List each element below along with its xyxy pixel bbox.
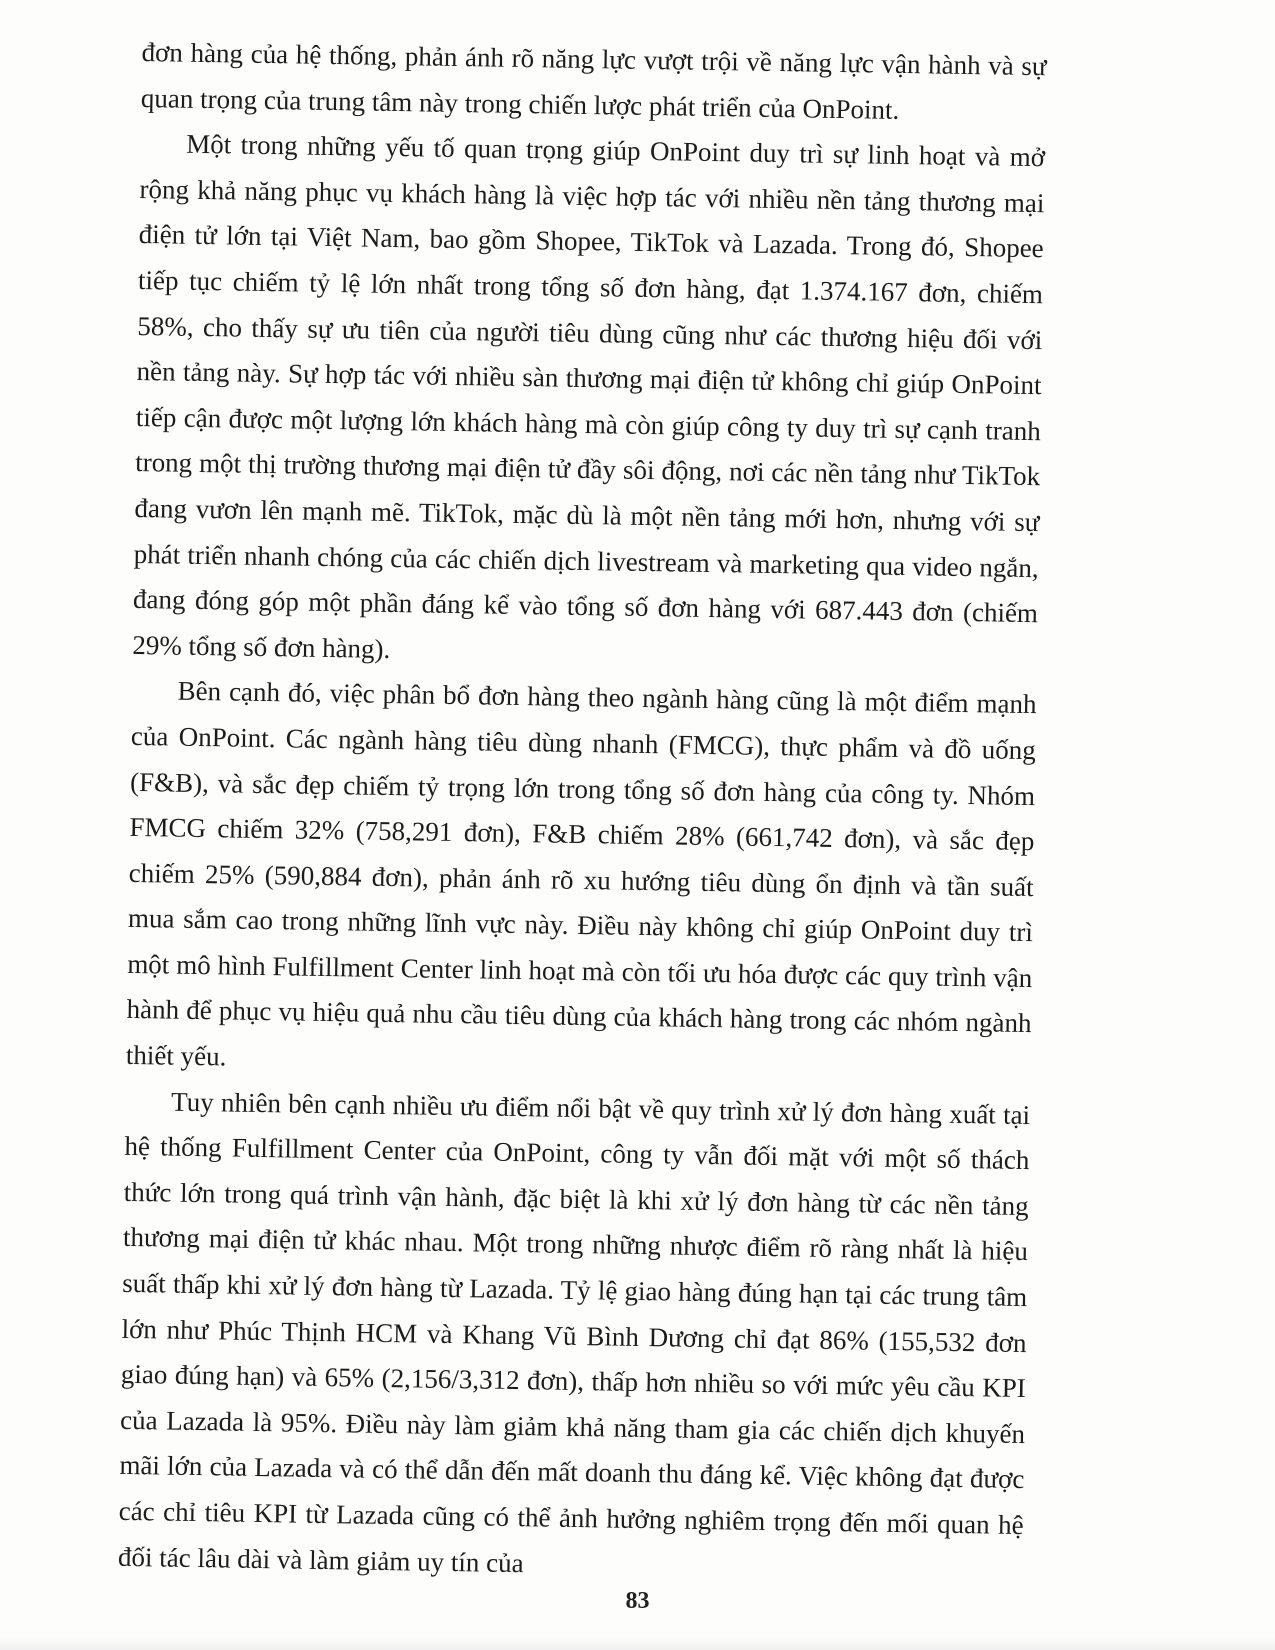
scan-edge-shadow [0,1636,1275,1650]
page-number: 83 [625,1588,650,1614]
paragraph-2: Một trong những yếu tố quan trọng giúp OnPoint duy trì sự linh hoạt và mở rộng khả năng phục vụ khách hàng là việc hợp tác với nhiều nền tảng thương mại điện tử lớn tại Việt Nam, bao gồm Shopee, TikTok và Lazada. Trong đó, Shopee tiếp tục chiếm tỷ lệ lớn nhất trong tổng số đơn hàng, đạt 1.374.167 đơn, chiếm 58%, cho thấy sự ưu tiên của người tiêu dùng cũng như các thương hiệu đối với nền tảng này. Sự hợp tác với nhiều sàn thương mại điện tử không chỉ giúp OnPoint tiếp cận được một lượng lớn khách hàng mà còn giúp công ty duy trì sự cạnh tranh trong một thị trường thương mại điện tử đầy sôi động, nơi các nền tảng như TikTok đang vươn lên mạnh mẽ. TikTok, mặc dù là một nền tảng mới hơn, nhưng với sự phát triển nhanh chóng của các chiến dịch livestream và marketing qua video ngắn, đang đóng góp một phần đáng kể vào tổng số đơn hàng với 687.443 đơn (chiếm 29% tổng số đơn hàng). [132,128,1046,664]
paragraph-3: Bên cạnh đó, việc phân bổ đơn hàng theo ngành hàng cũng là một điểm mạnh của OnPoint. Các ngành hàng tiêu dùng nhanh (FMCG), thực phẩm và đồ uống (F&B), và sắc đẹp chiếm tỷ trọng lớn trong tổng số đơn hàng của công ty. Nhóm FMCG chiếm 32% (758,291 đơn), F&B chiếm 28% (661,742 đơn), và sắc đẹp chiếm 25% (590,884 đơn), phản ánh rõ xu hướng tiêu dùng ổn định và tần suất mua sắm cao trong những lĩnh vực này. Điều này không chỉ giúp OnPoint duy trì một mô hình Fulfillment Center linh hoạt mà còn tối ưu hóa được các quy trình vận hành để phục vụ hiệu quả nhu cầu tiêu dùng của khách hàng trong các nhóm ngành thiết yếu. [125,675,1037,1072]
paragraph-4: Tuy nhiên bên cạnh nhiều ưu điểm nổi bật về quy trình xử lý đơn hàng xuất tại hệ thống Fulfillment Center của OnPoint, công ty vẫn đối mặt với một số thách thức lớn trong quá trình vận hành, đặc biệt là khi xử lý đơn hàng từ các nền tảng thương mại điện tử khác nhau. Một trong những nhược điểm rõ ràng nhất là hiệu suất thấp khi xử lý đơn hàng từ Lazada. Tỷ lệ giao hàng đúng hạn tại các trung tâm lớn như Phúc Thịnh HCM và Khang Vũ Bình Dương chỉ đạt 86% (155,532 đơn giao đúng hạn) và 65% (2,156/3,312 đơn), thấp hơn nhiều so với mức yêu cầu KPI của Lazada là 95%. Điều này làm giảm khả năng tham gia các chiến dịch khuyến mãi lớn của Lazada và có thể dẫn đến mất doanh thu đáng kể. Việc không đạt được các chỉ tiêu KPI từ Lazada cũng có thể ảnh hưởng nghiêm trọng đến mối quan hệ đối tác lâu dài và làm giảm uy tín của [117,1086,1031,1578]
paragraph-1: đơn hàng của hệ thống, phản ánh rõ năng lực vượt trội về năng lực vận hành và sự quan trọng của trung tâm này trong chiến lược phát triển của OnPoint. [140,36,1047,125]
body-text [118,30,1047,1594]
